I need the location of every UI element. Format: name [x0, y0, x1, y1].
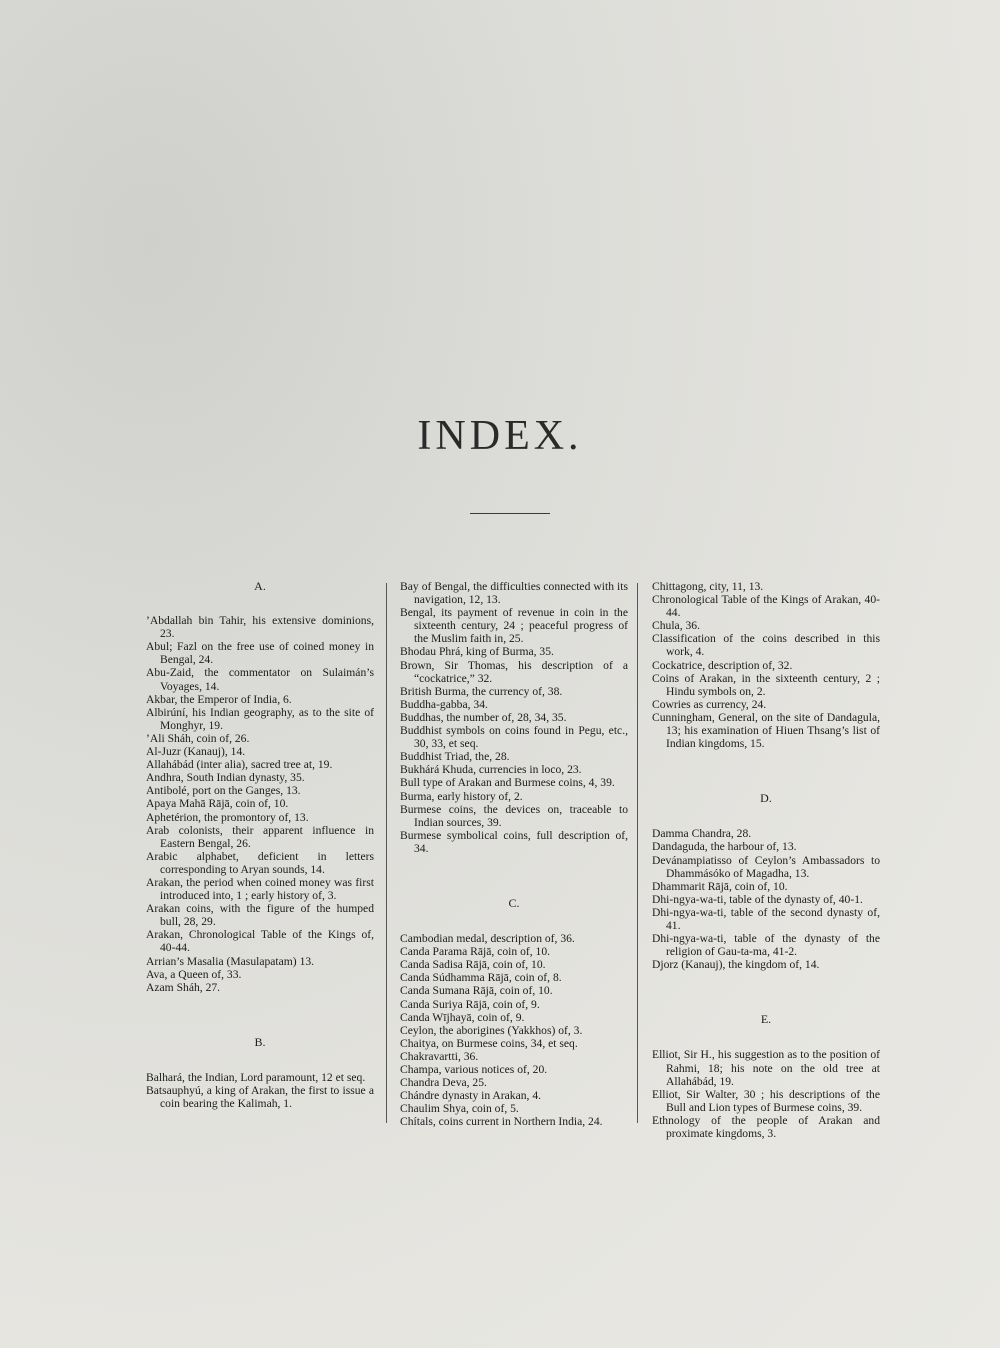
index-entry: Djorz (Kanauj), the kingdom of, 14. [652, 958, 820, 972]
index-entry: Akbar, the Emperor of India, 6. [146, 692, 292, 706]
index-entry: Buddhist Triad, the, 28. [400, 750, 510, 764]
index-entry: Apaya Mahā Rājā, coin of, 10. [146, 797, 289, 811]
index-entry: Coins of Arakan, in the sixteenth century, 2 ; Hindu symbols on, 2. [652, 671, 880, 698]
index-entry: Dhi-ngya-wa-ti, table of the second dynasty of, 41. [652, 905, 880, 932]
index-entry: Buddhas, the number of, 28, 34, 35. [400, 710, 567, 724]
index-entry: British Burma, the currency of, 38. [400, 684, 563, 698]
index-entry: Chaulim Shya, coin of, 5. [400, 1102, 519, 1116]
index-entry: Dhi-ngya-wa-ti, table of the dynasty of the religion of Gau-ta-ma, 41-2. [652, 932, 880, 959]
index-entry: Arab colonists, their apparent influence in Eastern Bengal, 26. [146, 823, 374, 850]
index-entry: Aphetérion, the promontory of, 13. [146, 810, 309, 824]
index-entry: Cowries as currency, 24. [652, 697, 767, 711]
index-entry: Bengal, its payment of revenue in coin in the sixteenth century, 24 ; peaceful progress of the Muslim faith in, 25. [400, 606, 628, 646]
entries-d [652, 827, 880, 971]
index-entry: ’Ali Sháh, coin of, 26. [146, 731, 250, 745]
entries-c-part2 [652, 580, 880, 750]
index-entry: Canda Súdhamma Rājā, coin of, 8. [400, 971, 562, 985]
index-entry: Canda Sadisa Rājā, coin of, 10. [400, 958, 546, 972]
index-entry: Bhodau Phrá, king of Burma, 35. [400, 645, 554, 659]
index-column-3 [652, 580, 880, 1140]
entries-c-part1 [400, 932, 628, 1128]
index-entry: Elliot, Sir H., his suggestion as to the position of Rahmi, 18; his note on the old tree at Allahábád, 19. [652, 1048, 880, 1088]
index-entry: Chítals, coins current in Northern India, 24. [400, 1115, 603, 1129]
index-entry: Elliot, Sir Walter, 30 ; his descriptions of the Bull and Lion types of Burmese coins, 39. [652, 1087, 880, 1114]
index-entry: Chaitya, on Burmese coins, 34, et seq. [400, 1036, 578, 1050]
index-entry: Abul; Fazl on the free use of coined money in Bengal, 24. [146, 640, 374, 667]
index-entry: Andhra, South Indian dynasty, 35. [146, 771, 305, 785]
section-heading-e: E. [760, 1012, 772, 1027]
index-entry: Bay of Bengal, the difficulties connected with its navigation, 12, 13. [400, 580, 628, 607]
entries-b-part1 [146, 1071, 374, 1110]
index-entry: Chittagong, city, 11, 13. [652, 580, 764, 593]
index-entry: Burmese symbolical coins, full description of, 34. [400, 828, 628, 855]
index-entry: Al-Juzr (Kanauj), 14. [146, 745, 246, 759]
index-entry: Balhará, the Indian, Lord paramount, 12 et seq. [146, 1070, 366, 1084]
index-entry: Arakan coins, with the figure of the humped bull, 28, 29. [146, 902, 374, 929]
index-entry: Buddha-gabba, 34. [400, 697, 488, 711]
index-entry: Chakravartti, 36. [400, 1049, 479, 1063]
title-rule [470, 513, 550, 514]
index-entry: Burmese coins, the devices on, traceable to Indian sources, 39. [400, 802, 628, 829]
index-entry: Canda Parama Rājā, coin of, 10. [400, 945, 551, 959]
column-divider-2 [637, 583, 638, 1123]
entries-b-part2 [400, 580, 628, 855]
index-entry: Bukhárá Khuda, currencies in loco, 23. [400, 763, 582, 777]
index-entry: Buddhist symbols on coins found in Pegu, etc., 30, 33, et seq. [400, 724, 628, 751]
index-column-1 [146, 580, 374, 1110]
index-entry: Arabic alphabet, deficient in letters corresponding to Aryan sounds, 14. [146, 849, 374, 876]
index-entry: Canda Wījhayā, coin of, 9. [400, 1010, 525, 1024]
index-entry: Champa, various notices of, 20. [400, 1063, 548, 1076]
index-entry: Canda Suriya Rājā, coin of, 9. [400, 997, 540, 1011]
index-entry: Batsauphyú, a king of Arakan, the first to issue a coin bearing the Kalimah, 1. [146, 1084, 374, 1111]
index-entry: Ceylon, the aborigines (Yakkhos) of, 3. [400, 1023, 583, 1037]
section-heading-a: A. [254, 579, 266, 593]
index-entry: Chronological Table of the Kings of Arakan, 40-44. [652, 593, 880, 620]
index-entry: Azam Sháh, 27. [146, 980, 221, 994]
index-entry: Ethnology of the people of Arakan and proximate kingdoms, 3. [652, 1113, 880, 1140]
index-entry: Brown, Sir Thomas, his description of a “cockatrice,” 32. [400, 658, 628, 685]
index-entry: Dhammarit Rājā, coin of, 10. [652, 879, 788, 893]
entries-e [652, 1048, 880, 1140]
entries-a [146, 614, 374, 994]
index-entry: Chula, 36. [652, 619, 700, 633]
index-entry: ’Abdallah bin Tahir, his extensive dominions, 23. [146, 614, 374, 641]
index-entry: Classification of the coins described in this work, 4. [652, 632, 880, 659]
section-heading-c: C. [508, 895, 520, 910]
index-entry: Dandaguda, the harbour of, 13. [652, 840, 797, 854]
index-entry: Cockatrice, description of, 32. [652, 658, 793, 672]
index-entry: Ava, a Queen of, 33. [146, 967, 242, 981]
index-entry: Bull type of Arakan and Burmese coins, 4, 39. [400, 776, 615, 790]
index-entry: Allahábád (inter alia), sacred tree at, 19. [146, 758, 333, 772]
section-heading-d: D. [760, 791, 772, 806]
index-entry: Abu-Zaid, the commentator on Sulaimán’s Voyages, 14. [146, 666, 374, 693]
column-divider-1 [386, 583, 387, 1123]
index-column-2 [400, 580, 628, 1128]
index-entry: Albirúní, his Indian geography, as to the site of Monghyr, 19. [146, 705, 374, 732]
index-entry: Burma, early history of, 2. [400, 789, 523, 803]
index-entry: Chandra Deva, 25. [400, 1076, 487, 1090]
section-heading-b: B. [254, 1034, 266, 1049]
index-entry: Damma Chandra, 28. [652, 827, 752, 841]
page-title: INDEX. [417, 413, 583, 459]
index-entry: Arakan, the period when coined money was first introduced into, 1 ; early history of, 3. [146, 875, 374, 903]
index-entry: Canda Sumana Rājā, coin of, 10. [400, 984, 553, 998]
index-entry: Cunningham, General, on the site of Dandagula, 13; his examination of Hiuen Thsang’s list of Indian kingdoms, 15. [652, 710, 880, 751]
index-entry: Chándre dynasty in Arakan, 4. [400, 1089, 542, 1103]
index-entry: Arrian’s Masalia (Masulapatam) 13. [146, 954, 315, 968]
index-entry: Devánampiatisso of Ceylon’s Ambassadors to Dhammásóko of Magadha, 13. [652, 853, 880, 880]
index-entry: Cambodian medal, description of, 36. [400, 932, 575, 946]
index-entry: Antibolé, port on the Ganges, 13. [146, 784, 301, 798]
index-entry: Arakan, Chronological Table of the Kings of, 40-44. [146, 928, 374, 955]
index-entry: Dhi-ngya-wa-ti, table of the dynasty of, 40-1. [652, 892, 863, 906]
